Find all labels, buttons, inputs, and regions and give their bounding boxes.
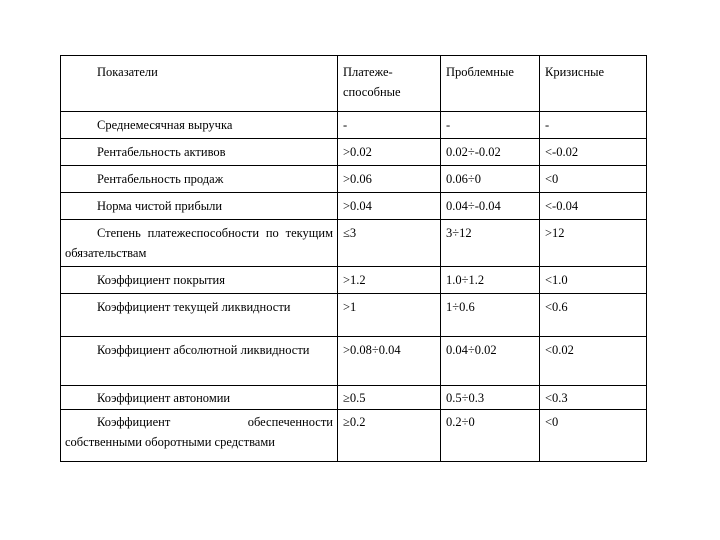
value-solvent: ≥0.2 <box>338 410 441 462</box>
header-solvent: Платеже-способные <box>338 56 441 112</box>
header-problem: Проблемные <box>441 56 540 112</box>
table-row <box>61 294 647 337</box>
indicators-table <box>60 55 647 462</box>
table-row <box>61 139 647 166</box>
indicator-name: Среднемесячная выручка <box>61 112 338 139</box>
table-row <box>61 166 647 193</box>
indicator-name: Степень платежеспособности по текущим обязательствам <box>61 220 338 267</box>
value-crisis: <0.6 <box>540 294 647 337</box>
value-solvent: ≤3 <box>338 220 441 267</box>
value-solvent: ≥0.5 <box>338 386 441 410</box>
indicator-name: Коэффициент обеспеченности собственными оборотными средствами <box>61 410 338 462</box>
indicator-name: Норма чистой прибыли <box>61 193 338 220</box>
table-row <box>61 193 647 220</box>
table-row <box>61 220 647 267</box>
value-crisis: <0.02 <box>540 337 647 386</box>
table-row <box>61 337 647 386</box>
value-solvent: - <box>338 112 441 139</box>
value-crisis: <0 <box>540 410 647 462</box>
value-problem: 1÷0.6 <box>441 294 540 337</box>
indicator-name: Рентабельность активов <box>61 139 338 166</box>
header-crisis: Кризисные <box>540 56 647 112</box>
header-indicators: Показатели <box>61 56 338 112</box>
value-solvent: >1.2 <box>338 267 441 294</box>
value-solvent: >0.08÷0.04 <box>338 337 441 386</box>
value-crisis: >12 <box>540 220 647 267</box>
value-problem: 0.04÷-0.04 <box>441 193 540 220</box>
value-crisis: - <box>540 112 647 139</box>
indicator-name: Рентабельность продаж <box>61 166 338 193</box>
value-crisis: <1.0 <box>540 267 647 294</box>
value-problem: 0.06÷0 <box>441 166 540 193</box>
value-solvent: >0.02 <box>338 139 441 166</box>
header-row <box>61 56 647 112</box>
indicator-name: Коэффициент абсолютной ликвидности <box>61 337 338 386</box>
value-problem: 0.5÷0.3 <box>441 386 540 410</box>
table-row <box>61 410 647 462</box>
value-crisis: <-0.04 <box>540 193 647 220</box>
indicator-name: Коэффициент текущей ликвидности <box>61 294 338 337</box>
table-row <box>61 386 647 410</box>
indicator-name: Коэффициент покрытия <box>61 267 338 294</box>
value-solvent: >0.04 <box>338 193 441 220</box>
value-problem: 1.0÷1.2 <box>441 267 540 294</box>
value-solvent: >0.06 <box>338 166 441 193</box>
table-row <box>61 267 647 294</box>
value-problem: 3÷12 <box>441 220 540 267</box>
value-solvent: >1 <box>338 294 441 337</box>
value-crisis: <0.3 <box>540 386 647 410</box>
indicator-name: Коэффициент автономии <box>61 386 338 410</box>
table-row <box>61 112 647 139</box>
value-problem: - <box>441 112 540 139</box>
value-crisis: <0 <box>540 166 647 193</box>
value-problem: 0.2÷0 <box>441 410 540 462</box>
value-problem: 0.02÷-0.02 <box>441 139 540 166</box>
value-crisis: <-0.02 <box>540 139 647 166</box>
value-problem: 0.04÷0.02 <box>441 337 540 386</box>
